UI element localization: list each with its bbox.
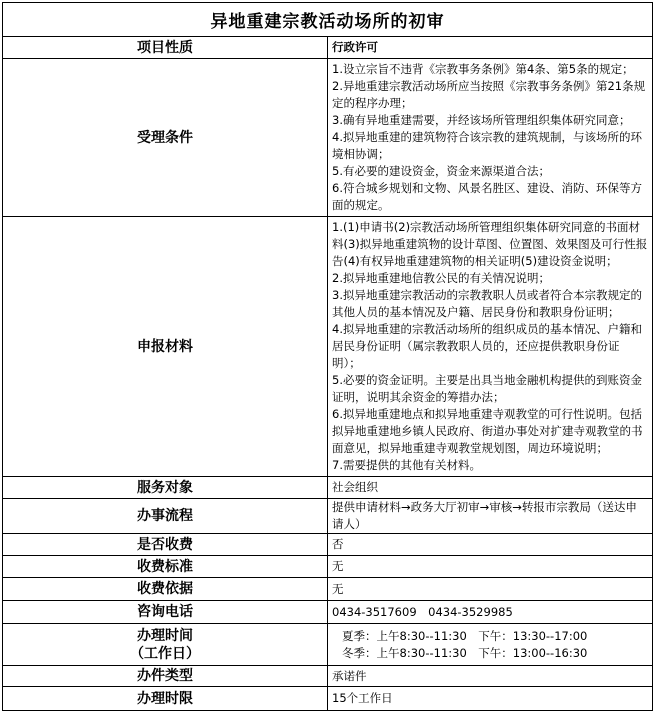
nature-value: 行政许可 [328, 37, 653, 59]
fee-label: 是否收费 [3, 534, 328, 556]
target-value: 社会组织 [328, 477, 653, 499]
hours-value [328, 624, 653, 666]
row-materials [3, 217, 653, 477]
hours-label-line2: （工作日） [130, 645, 200, 662]
type-value: 承诺件 [328, 666, 653, 687]
row-target [3, 477, 653, 499]
conditions-label: 受理条件 [3, 59, 328, 217]
hours-label-line1: 办理时间 [137, 627, 193, 644]
page-title: 异地重建宗教活动场所的初审 [3, 3, 653, 37]
material-item: 5.必要的资金证明。主要是出具当地金融机构提供的到账资金证明，说明其余资金的筹措办法； [332, 373, 642, 404]
material-item: 4.拟异地重建的宗教活动场所的组织成员的基本情况、户籍和居民身份证明（属宗教教职人员的，还应提供教职身份证明）； [332, 322, 642, 370]
condition-item: 5.有必要的建设资金，资金来源渠道合法； [332, 164, 550, 178]
row-conditions [3, 59, 653, 217]
material-item: 1.(1)申请书(2)宗教活动场所管理组织集体研究同意的书面材料(3)拟异地重建筑物的设计草图、位置图、效果图及可行性报告(4)有权异地重建建筑物的相关证明(5)建设资金说明； [332, 220, 648, 268]
materials-value [328, 217, 653, 477]
fee-value: 否 [328, 534, 653, 556]
fee-standard-label: 收费标准 [3, 556, 328, 578]
row-hours [3, 624, 653, 666]
target-label: 服务对象 [3, 477, 328, 499]
hours-summer: 夏季：上午8:30--11:30 下午：13:30--17:00 [342, 628, 588, 643]
condition-item: 3.确有异地重建需要，并经该场所管理组织集体研究同意； [332, 113, 631, 127]
row-fee [3, 534, 653, 556]
condition-item: 1.设立宗旨不违背《宗教事务条例》第4条、第5条的规定； [332, 62, 634, 76]
material-item: 6.拟异地重建地点和拟异地重建寺观教堂的可行性说明。包括拟异地重建地乡镇人民政府、街道办事处对扩建寺观教堂的书面意见，拟异地重建寺观教堂规划图，周边环境说明； [332, 407, 643, 455]
process-label: 办事流程 [3, 499, 328, 534]
row-type [3, 666, 653, 687]
row-fee-basis [3, 578, 653, 601]
material-item: 2.拟异地重建地信教公民的有关情况说明； [332, 271, 550, 285]
row-process [3, 499, 653, 534]
condition-item: 4.拟异地重建的建筑物符合该宗教的建筑规制，与该场所的环境相协调； [332, 130, 642, 161]
hours-winter: 冬季：上午8:30--11:30 下午：13:00--16:30 [342, 645, 588, 660]
fee-basis-label: 收费依据 [3, 578, 328, 601]
conditions-value [328, 59, 653, 217]
row-limit [3, 687, 653, 711]
condition-item: 6.符合城乡规划和文物、风景名胜区、建设、消防、环保等方面的规定。 [332, 181, 642, 212]
material-item: 3.拟异地重建宗教活动的宗教教职人员或者符合本宗教规定的其他人员的基本情况及户籍、居民身份和教职身份证明； [332, 288, 642, 319]
row-fee-standard [3, 556, 653, 578]
fee-basis-value: 无 [328, 578, 653, 601]
materials-label: 申报材料 [3, 217, 328, 477]
phone-value: 0434-3517609 0434-3529985 [328, 601, 653, 624]
phone-label: 咨询电话 [3, 601, 328, 624]
condition-item: 2.异地重建宗教活动场所应当按照《宗教事务条例》第21条规定的程序办理； [332, 79, 646, 110]
nature-label: 项目性质 [3, 37, 328, 59]
row-phone [3, 601, 653, 624]
limit-value: 15个工作日 [328, 687, 653, 711]
title-row [3, 3, 653, 37]
row-nature [3, 37, 653, 59]
material-item: 7.需要提供的其他有关材料。 [332, 458, 481, 472]
hours-label [3, 624, 328, 666]
limit-label: 办理时限 [3, 687, 328, 711]
type-label: 办件类型 [3, 666, 328, 687]
process-value: 提供申请材料→政务大厅初审→审核→转报市宗教局（送达申请人） [328, 499, 653, 534]
fee-standard-value: 无 [328, 556, 653, 578]
